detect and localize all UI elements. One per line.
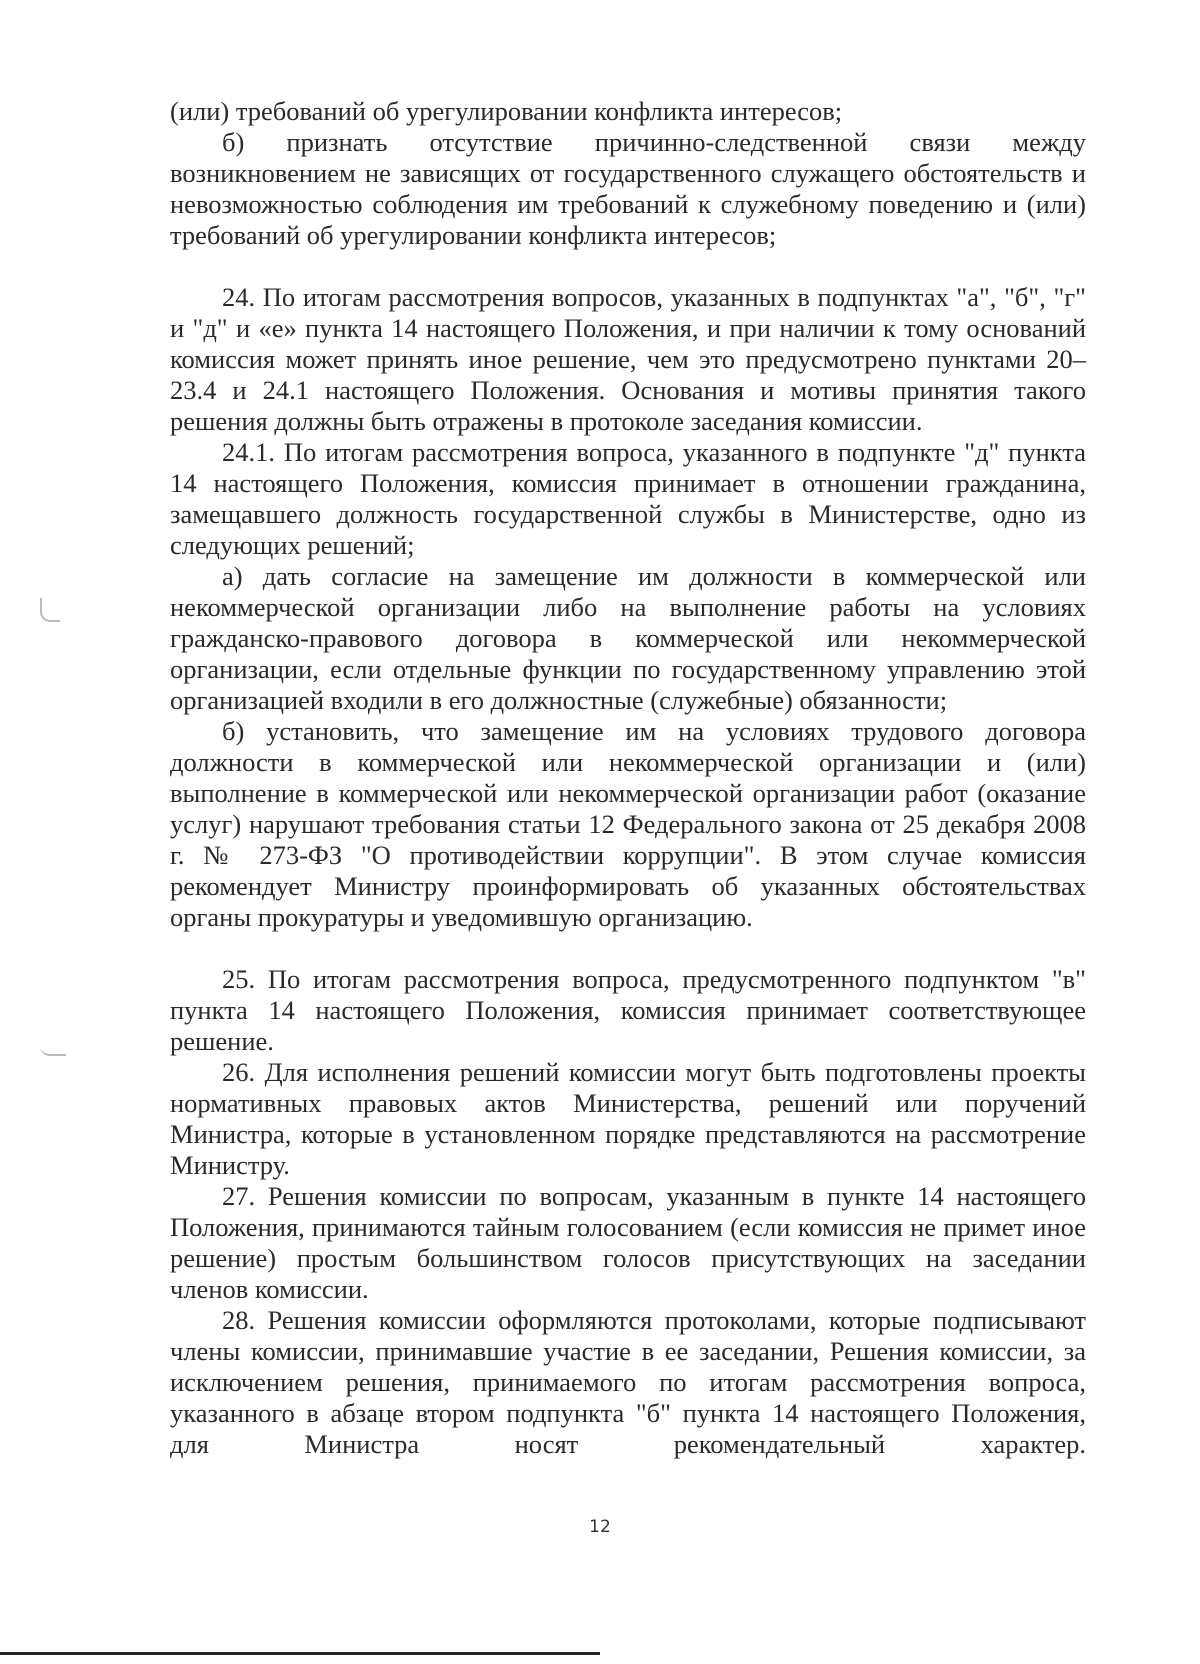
document-page [170,96,1086,1460]
paragraph-sub-b: б) признать отсутствие причинно-следственной связи между возникновением не зависящих от государственного служащего обстоятельств и невозможностью соблюдения им требований к служебному поведению и (или) требований об урегулировании конфликта интересов; [170,127,1086,250]
paragraph-28: 28. Решения комиссии оформляются протоколами, которые подписывают члены комиссии, принимавшие участие в ее заседании, Решения комиссии, за исключением решения, принимаемого по итогам рассмотрения вопроса, указанного в абзаце втором подпункта "б" пункта 14 настоящего Положения, для Министра носят рекомендательный характер. [170,1305,1086,1459]
paragraph-24-1-b: б) установить, что замещение им на условиях трудового договора должности в коммерческой или некоммерческой организации и (или) выполнение в коммерческой или некоммерческой организации работ (оказание услуг) нарушают требования статьи 12 Федерального закона от 25 декабря 2008 г. № 273-ФЗ "О противодействии коррупции". В этом случае комиссия рекомендует Министру проинформировать об указанных обстоятельствах органы прокуратуры и уведомившую организацию. [170,716,1086,932]
paragraph-24-1: 24.1. По итогам рассмотрения вопроса, указанного в подпункте "д" пункта 14 настоящего Положения, комиссия принимает в отношении гражданина, замещавшего должность государственной службы в Министерстве, одно из следующих решений; [170,437,1086,560]
page-number: 12 [589,1517,611,1537]
paragraph-gap [170,251,1086,282]
paragraph-gap [170,933,1086,964]
paragraph-25: 25. По итогам рассмотрения вопроса, предусмотренного подпунктом "в" пункта 14 настоящего Положения, комиссия принимает соответствующее решение. [170,964,1086,1056]
scan-artifact-mark [40,598,60,622]
paragraph-24: 24. По итогам рассмотрения вопросов, указанных в подпунктах "а", "б", "г" и "д" и «е» пункта 14 настоящего Положения, и при наличии к тому оснований комиссия может принять иное решение, чем это предусмотрено пунктами 20–23.4 и 24.1 настоящего Положения. Основания и мотивы принятия такого решения должны быть отражены в протоколе заседания комиссии. [170,282,1086,436]
paragraph-26: 26. Для исполнения решений комиссии могут быть подготовлены проекты нормативных правовых актов Министерства, решений или поручений Министра, которые в установленном порядке представляются на рассмотрение Министру. [170,1057,1086,1180]
scan-artifact-mark [40,1044,66,1056]
paragraph-27: 27. Решения комиссии по вопросам, указанным в пункте 14 настоящего Положения, принимаются тайным голосованием (если комиссия не примет иное решение) простым большинством голосов присутствующих на заседании членов комиссии. [170,1181,1086,1304]
paragraph-continuation: (или) требований об урегулировании конфликта интересов; [170,96,843,126]
scan-edge-line [0,1652,600,1655]
paragraph-24-1-a: а) дать согласие на замещение им должности в коммерческой или некоммерческой организации либо на выполнение работы на условиях гражданско-правового договора в коммерческой или некоммерческой организации, если отдельные функции по государственному управлению этой организацией входили в его должностные (служебные) обязанности; [170,561,1086,715]
